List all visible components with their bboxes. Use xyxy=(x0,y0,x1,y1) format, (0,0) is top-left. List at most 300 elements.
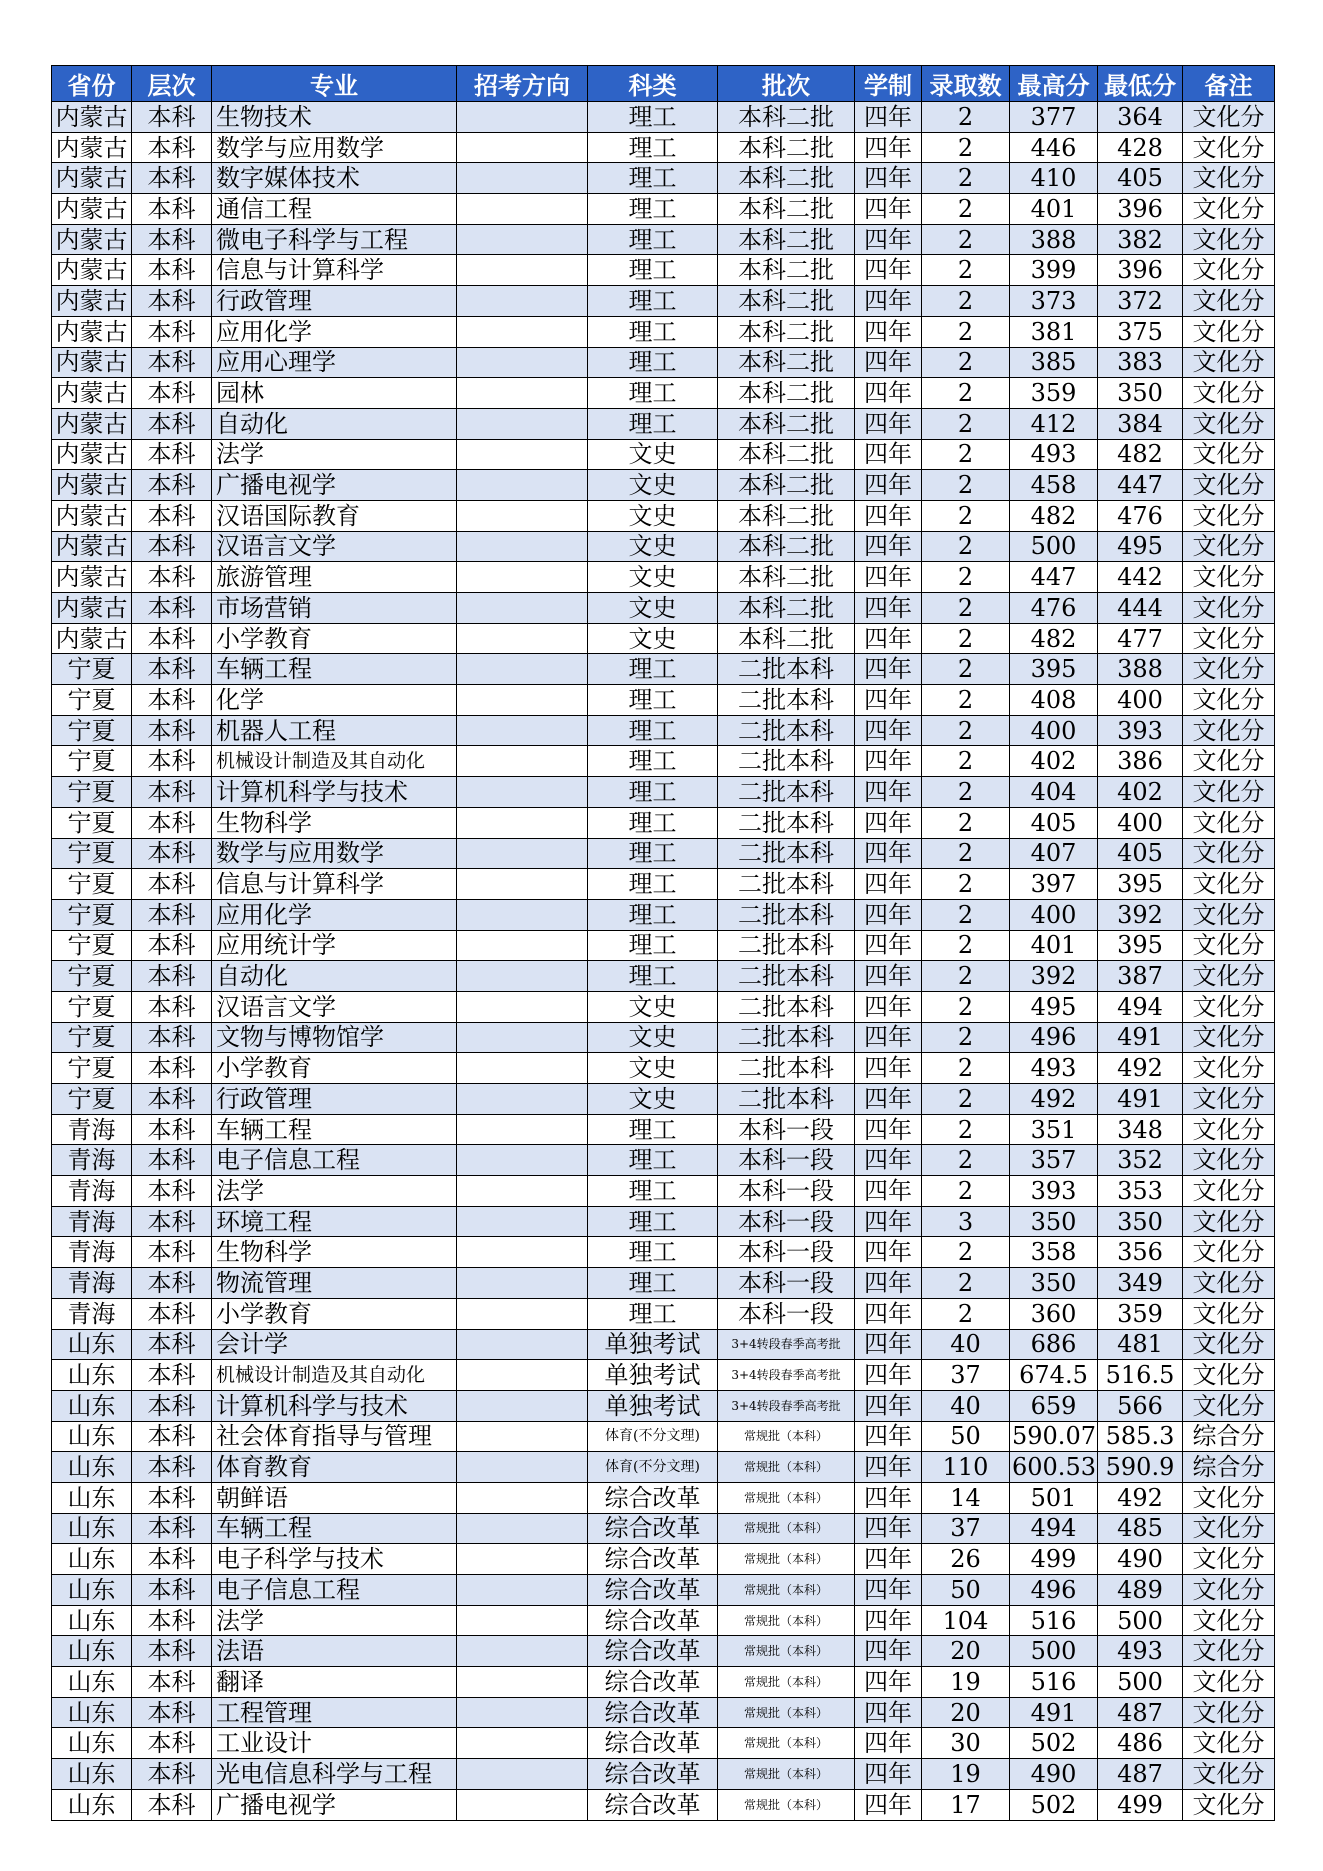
major-cell: 数字媒体技术 xyxy=(212,163,457,194)
category-cell: 综合改革 xyxy=(588,1482,718,1513)
admitted-cell: 20 xyxy=(922,1636,1010,1667)
category-cell: 综合改革 xyxy=(588,1667,718,1698)
admitted-cell: 2 xyxy=(922,378,1010,409)
province-cell: 青海 xyxy=(52,1298,132,1329)
table-row xyxy=(52,408,1275,439)
duration-cell: 四年 xyxy=(855,1789,922,1820)
max-score-cell: 495 xyxy=(1010,991,1098,1022)
min-score-cell: 372 xyxy=(1098,286,1183,317)
remark-cell: 文化分 xyxy=(1183,378,1275,409)
min-score-cell: 386 xyxy=(1098,746,1183,777)
batch-cell: 本科二批 xyxy=(718,255,855,286)
remark-cell: 文化分 xyxy=(1183,685,1275,716)
admitted-cell: 2 xyxy=(922,623,1010,654)
admitted-cell: 2 xyxy=(922,777,1010,808)
remark-cell: 文化分 xyxy=(1183,1084,1275,1115)
level-cell: 本科 xyxy=(132,777,212,808)
major-cell: 微电子科学与工程 xyxy=(212,224,457,255)
remark-cell: 文化分 xyxy=(1183,654,1275,685)
table-row xyxy=(52,102,1275,133)
table-row xyxy=(52,961,1275,992)
min-score-cell: 516.5 xyxy=(1098,1360,1183,1391)
major-cell: 行政管理 xyxy=(212,1084,457,1115)
duration-cell: 四年 xyxy=(855,194,922,225)
header-remark: 备注 xyxy=(1183,66,1275,102)
max-score-cell: 402 xyxy=(1010,746,1098,777)
table-row xyxy=(52,1728,1275,1759)
remark-cell: 文化分 xyxy=(1183,255,1275,286)
category-cell: 理工 xyxy=(588,132,718,163)
category-cell: 综合改革 xyxy=(588,1605,718,1636)
level-cell: 本科 xyxy=(132,1544,212,1575)
max-score-cell: 400 xyxy=(1010,715,1098,746)
batch-cell: 常规批（本科） xyxy=(718,1697,855,1728)
direction-cell xyxy=(457,1329,588,1360)
table-row xyxy=(52,531,1275,562)
duration-cell: 四年 xyxy=(855,623,922,654)
direction-cell xyxy=(457,102,588,133)
category-cell: 文史 xyxy=(588,531,718,562)
duration-cell: 四年 xyxy=(855,1237,922,1268)
category-cell: 理工 xyxy=(588,1114,718,1145)
batch-cell: 本科二批 xyxy=(718,194,855,225)
max-score-cell: 493 xyxy=(1010,439,1098,470)
direction-cell xyxy=(457,1298,588,1329)
level-cell: 本科 xyxy=(132,562,212,593)
duration-cell: 四年 xyxy=(855,838,922,869)
direction-cell xyxy=(457,715,588,746)
major-cell: 法学 xyxy=(212,1176,457,1207)
admitted-cell: 2 xyxy=(922,286,1010,317)
level-cell: 本科 xyxy=(132,163,212,194)
min-score-cell: 395 xyxy=(1098,869,1183,900)
batch-cell: 二批本科 xyxy=(718,930,855,961)
min-score-cell: 396 xyxy=(1098,255,1183,286)
batch-cell: 常规批（本科） xyxy=(718,1636,855,1667)
batch-cell: 常规批（本科） xyxy=(718,1728,855,1759)
admission-score-table xyxy=(51,65,1275,1821)
admitted-cell: 2 xyxy=(922,408,1010,439)
province-cell: 山东 xyxy=(52,1789,132,1820)
table-row xyxy=(52,746,1275,777)
duration-cell: 四年 xyxy=(855,930,922,961)
batch-cell: 本科二批 xyxy=(718,562,855,593)
province-cell: 宁夏 xyxy=(52,1084,132,1115)
remark-cell: 文化分 xyxy=(1183,961,1275,992)
direction-cell xyxy=(457,1237,588,1268)
duration-cell: 四年 xyxy=(855,439,922,470)
admitted-cell: 2 xyxy=(922,1268,1010,1299)
direction-cell xyxy=(457,1053,588,1084)
duration-cell: 四年 xyxy=(855,132,922,163)
duration-cell: 四年 xyxy=(855,1728,922,1759)
max-score-cell: 381 xyxy=(1010,316,1098,347)
batch-cell: 本科二批 xyxy=(718,593,855,624)
max-score-cell: 350 xyxy=(1010,1206,1098,1237)
category-cell: 文史 xyxy=(588,500,718,531)
remark-cell: 文化分 xyxy=(1183,439,1275,470)
province-cell: 山东 xyxy=(52,1329,132,1360)
direction-cell xyxy=(457,1759,588,1790)
admitted-cell: 2 xyxy=(922,685,1010,716)
direction-cell xyxy=(457,500,588,531)
direction-cell xyxy=(457,286,588,317)
max-score-cell: 494 xyxy=(1010,1513,1098,1544)
admitted-cell: 17 xyxy=(922,1789,1010,1820)
level-cell: 本科 xyxy=(132,1268,212,1299)
admitted-cell: 2 xyxy=(922,899,1010,930)
max-score-cell: 404 xyxy=(1010,777,1098,808)
direction-cell xyxy=(457,1575,588,1606)
province-cell: 山东 xyxy=(52,1360,132,1391)
min-score-cell: 486 xyxy=(1098,1728,1183,1759)
level-cell: 本科 xyxy=(132,224,212,255)
min-score-cell: 485 xyxy=(1098,1513,1183,1544)
max-score-cell: 493 xyxy=(1010,1053,1098,1084)
province-cell: 内蒙古 xyxy=(52,132,132,163)
batch-cell: 常规批（本科） xyxy=(718,1789,855,1820)
min-score-cell: 383 xyxy=(1098,347,1183,378)
province-cell: 宁夏 xyxy=(52,746,132,777)
remark-cell: 文化分 xyxy=(1183,1544,1275,1575)
table-row xyxy=(52,1237,1275,1268)
admitted-cell: 37 xyxy=(922,1360,1010,1391)
batch-cell: 二批本科 xyxy=(718,1053,855,1084)
major-cell: 计算机科学与技术 xyxy=(212,777,457,808)
direction-cell xyxy=(457,378,588,409)
max-score-cell: 357 xyxy=(1010,1145,1098,1176)
major-cell: 法语 xyxy=(212,1636,457,1667)
province-cell: 青海 xyxy=(52,1206,132,1237)
direction-cell xyxy=(457,991,588,1022)
batch-cell: 本科一段 xyxy=(718,1114,855,1145)
major-cell: 小学教育 xyxy=(212,623,457,654)
category-cell: 文史 xyxy=(588,562,718,593)
category-cell: 理工 xyxy=(588,286,718,317)
table-row xyxy=(52,1636,1275,1667)
province-cell: 山东 xyxy=(52,1759,132,1790)
admitted-cell: 20 xyxy=(922,1697,1010,1728)
min-score-cell: 492 xyxy=(1098,1482,1183,1513)
remark-cell: 文化分 xyxy=(1183,1053,1275,1084)
max-score-cell: 499 xyxy=(1010,1544,1098,1575)
duration-cell: 四年 xyxy=(855,1084,922,1115)
batch-cell: 3+4转段春季高考批 xyxy=(718,1360,855,1391)
max-score-cell: 407 xyxy=(1010,838,1098,869)
level-cell: 本科 xyxy=(132,1789,212,1820)
batch-cell: 二批本科 xyxy=(718,715,855,746)
province-cell: 宁夏 xyxy=(52,930,132,961)
batch-cell: 本科二批 xyxy=(718,408,855,439)
table-row xyxy=(52,807,1275,838)
min-score-cell: 487 xyxy=(1098,1697,1183,1728)
max-score-cell: 600.53 xyxy=(1010,1452,1098,1483)
level-cell: 本科 xyxy=(132,378,212,409)
category-cell: 理工 xyxy=(588,685,718,716)
remark-cell: 文化分 xyxy=(1183,1636,1275,1667)
table-row xyxy=(52,1482,1275,1513)
remark-cell: 文化分 xyxy=(1183,408,1275,439)
batch-cell: 本科二批 xyxy=(718,132,855,163)
remark-cell: 文化分 xyxy=(1183,715,1275,746)
max-score-cell: 377 xyxy=(1010,102,1098,133)
remark-cell: 文化分 xyxy=(1183,1237,1275,1268)
major-cell: 电子信息工程 xyxy=(212,1575,457,1606)
direction-cell xyxy=(457,562,588,593)
province-cell: 青海 xyxy=(52,1237,132,1268)
duration-cell: 四年 xyxy=(855,807,922,838)
header-major: 专业 xyxy=(212,66,457,102)
remark-cell: 文化分 xyxy=(1183,1697,1275,1728)
direction-cell xyxy=(457,777,588,808)
province-cell: 青海 xyxy=(52,1114,132,1145)
level-cell: 本科 xyxy=(132,593,212,624)
province-cell: 宁夏 xyxy=(52,899,132,930)
province-cell: 宁夏 xyxy=(52,838,132,869)
admitted-cell: 3 xyxy=(922,1206,1010,1237)
header-province: 省份 xyxy=(52,66,132,102)
category-cell: 理工 xyxy=(588,316,718,347)
admitted-cell: 2 xyxy=(922,807,1010,838)
batch-cell: 本科二批 xyxy=(718,531,855,562)
remark-cell: 文化分 xyxy=(1183,500,1275,531)
min-score-cell: 428 xyxy=(1098,132,1183,163)
level-cell: 本科 xyxy=(132,961,212,992)
duration-cell: 四年 xyxy=(855,1513,922,1544)
min-score-cell: 447 xyxy=(1098,470,1183,501)
province-cell: 宁夏 xyxy=(52,1053,132,1084)
province-cell: 山东 xyxy=(52,1452,132,1483)
max-score-cell: 516 xyxy=(1010,1605,1098,1636)
major-cell: 车辆工程 xyxy=(212,1513,457,1544)
category-cell: 理工 xyxy=(588,1237,718,1268)
category-cell: 理工 xyxy=(588,194,718,225)
admitted-cell: 50 xyxy=(922,1575,1010,1606)
major-cell: 会计学 xyxy=(212,1329,457,1360)
admitted-cell: 2 xyxy=(922,1053,1010,1084)
table-row xyxy=(52,1176,1275,1207)
major-cell: 市场营销 xyxy=(212,593,457,624)
batch-cell: 二批本科 xyxy=(718,654,855,685)
duration-cell: 四年 xyxy=(855,1759,922,1790)
category-cell: 理工 xyxy=(588,408,718,439)
remark-cell: 文化分 xyxy=(1183,1667,1275,1698)
admitted-cell: 2 xyxy=(922,347,1010,378)
max-score-cell: 397 xyxy=(1010,869,1098,900)
min-score-cell: 585.3 xyxy=(1098,1421,1183,1452)
batch-cell: 本科一段 xyxy=(718,1298,855,1329)
province-cell: 内蒙古 xyxy=(52,194,132,225)
category-cell: 理工 xyxy=(588,807,718,838)
max-score-cell: 400 xyxy=(1010,899,1098,930)
max-score-cell: 393 xyxy=(1010,1176,1098,1207)
min-score-cell: 476 xyxy=(1098,500,1183,531)
header-admitted: 录取数 xyxy=(922,66,1010,102)
major-cell: 信息与计算科学 xyxy=(212,255,457,286)
major-cell: 汉语言文学 xyxy=(212,531,457,562)
min-score-cell: 487 xyxy=(1098,1759,1183,1790)
max-score-cell: 373 xyxy=(1010,286,1098,317)
major-cell: 车辆工程 xyxy=(212,1114,457,1145)
max-score-cell: 476 xyxy=(1010,593,1098,624)
admitted-cell: 110 xyxy=(922,1452,1010,1483)
category-cell: 理工 xyxy=(588,1206,718,1237)
batch-cell: 本科二批 xyxy=(718,224,855,255)
table-row xyxy=(52,163,1275,194)
category-cell: 理工 xyxy=(588,715,718,746)
max-score-cell: 502 xyxy=(1010,1728,1098,1759)
max-score-cell: 482 xyxy=(1010,500,1098,531)
remark-cell: 文化分 xyxy=(1183,777,1275,808)
level-cell: 本科 xyxy=(132,1759,212,1790)
major-cell: 文物与博物馆学 xyxy=(212,1022,457,1053)
min-score-cell: 387 xyxy=(1098,961,1183,992)
major-cell: 行政管理 xyxy=(212,286,457,317)
duration-cell: 四年 xyxy=(855,1053,922,1084)
max-score-cell: 359 xyxy=(1010,378,1098,409)
province-cell: 山东 xyxy=(52,1513,132,1544)
category-cell: 理工 xyxy=(588,961,718,992)
level-cell: 本科 xyxy=(132,470,212,501)
province-cell: 山东 xyxy=(52,1636,132,1667)
major-cell: 数学与应用数学 xyxy=(212,132,457,163)
major-cell: 广播电视学 xyxy=(212,470,457,501)
min-score-cell: 405 xyxy=(1098,838,1183,869)
admitted-cell: 2 xyxy=(922,224,1010,255)
table-row xyxy=(52,1759,1275,1790)
header-batch: 批次 xyxy=(718,66,855,102)
remark-cell: 文化分 xyxy=(1183,1575,1275,1606)
category-cell: 综合改革 xyxy=(588,1513,718,1544)
major-cell: 环境工程 xyxy=(212,1206,457,1237)
category-cell: 单独考试 xyxy=(588,1360,718,1391)
province-cell: 宁夏 xyxy=(52,869,132,900)
duration-cell: 四年 xyxy=(855,899,922,930)
table-row xyxy=(52,224,1275,255)
category-cell: 理工 xyxy=(588,899,718,930)
province-cell: 山东 xyxy=(52,1482,132,1513)
batch-cell: 本科二批 xyxy=(718,470,855,501)
table-row xyxy=(52,1114,1275,1145)
remark-cell: 文化分 xyxy=(1183,991,1275,1022)
direction-cell xyxy=(457,255,588,286)
major-cell: 车辆工程 xyxy=(212,654,457,685)
direction-cell xyxy=(457,1390,588,1421)
min-score-cell: 395 xyxy=(1098,930,1183,961)
duration-cell: 四年 xyxy=(855,1360,922,1391)
major-cell: 信息与计算科学 xyxy=(212,869,457,900)
admitted-cell: 2 xyxy=(922,838,1010,869)
major-cell: 自动化 xyxy=(212,408,457,439)
province-cell: 山东 xyxy=(52,1421,132,1452)
province-cell: 宁夏 xyxy=(52,991,132,1022)
duration-cell: 四年 xyxy=(855,1575,922,1606)
category-cell: 综合改革 xyxy=(588,1789,718,1820)
province-cell: 山东 xyxy=(52,1605,132,1636)
max-score-cell: 358 xyxy=(1010,1237,1098,1268)
category-cell: 体育(不分文理) xyxy=(588,1452,718,1483)
level-cell: 本科 xyxy=(132,654,212,685)
duration-cell: 四年 xyxy=(855,1452,922,1483)
duration-cell: 四年 xyxy=(855,1390,922,1421)
major-cell: 翻译 xyxy=(212,1667,457,1698)
table-row xyxy=(52,439,1275,470)
category-cell: 文史 xyxy=(588,623,718,654)
direction-cell xyxy=(457,531,588,562)
max-score-cell: 446 xyxy=(1010,132,1098,163)
duration-cell: 四年 xyxy=(855,1298,922,1329)
remark-cell: 文化分 xyxy=(1183,746,1275,777)
batch-cell: 常规批（本科） xyxy=(718,1421,855,1452)
remark-cell: 文化分 xyxy=(1183,1728,1275,1759)
province-cell: 山东 xyxy=(52,1728,132,1759)
category-cell: 理工 xyxy=(588,1176,718,1207)
min-score-cell: 442 xyxy=(1098,562,1183,593)
table-row xyxy=(52,1513,1275,1544)
direction-cell xyxy=(457,194,588,225)
duration-cell: 四年 xyxy=(855,1329,922,1360)
remark-cell: 文化分 xyxy=(1183,1206,1275,1237)
admitted-cell: 2 xyxy=(922,715,1010,746)
batch-cell: 3+4转段春季高考批 xyxy=(718,1329,855,1360)
category-cell: 理工 xyxy=(588,1145,718,1176)
major-cell: 小学教育 xyxy=(212,1053,457,1084)
province-cell: 宁夏 xyxy=(52,961,132,992)
direction-cell xyxy=(457,1728,588,1759)
max-score-cell: 491 xyxy=(1010,1697,1098,1728)
batch-cell: 本科一段 xyxy=(718,1145,855,1176)
batch-cell: 常规批（本科） xyxy=(718,1513,855,1544)
max-score-cell: 350 xyxy=(1010,1268,1098,1299)
admitted-cell: 2 xyxy=(922,991,1010,1022)
direction-cell xyxy=(457,1636,588,1667)
min-score-cell: 494 xyxy=(1098,991,1183,1022)
max-score-cell: 385 xyxy=(1010,347,1098,378)
min-score-cell: 392 xyxy=(1098,899,1183,930)
admitted-cell: 2 xyxy=(922,439,1010,470)
province-cell: 内蒙古 xyxy=(52,316,132,347)
level-cell: 本科 xyxy=(132,1697,212,1728)
province-cell: 宁夏 xyxy=(52,807,132,838)
min-score-cell: 400 xyxy=(1098,807,1183,838)
province-cell: 内蒙古 xyxy=(52,439,132,470)
province-cell: 内蒙古 xyxy=(52,623,132,654)
min-score-cell: 388 xyxy=(1098,654,1183,685)
admitted-cell: 2 xyxy=(922,654,1010,685)
admitted-cell: 2 xyxy=(922,132,1010,163)
max-score-cell: 401 xyxy=(1010,930,1098,961)
category-cell: 理工 xyxy=(588,347,718,378)
province-cell: 青海 xyxy=(52,1145,132,1176)
max-score-cell: 674.5 xyxy=(1010,1360,1098,1391)
duration-cell: 四年 xyxy=(855,224,922,255)
major-cell: 生物技术 xyxy=(212,102,457,133)
category-cell: 理工 xyxy=(588,777,718,808)
batch-cell: 二批本科 xyxy=(718,807,855,838)
max-score-cell: 590.07 xyxy=(1010,1421,1098,1452)
admitted-cell: 37 xyxy=(922,1513,1010,1544)
admitted-cell: 2 xyxy=(922,163,1010,194)
category-cell: 理工 xyxy=(588,654,718,685)
max-score-cell: 399 xyxy=(1010,255,1098,286)
table-row xyxy=(52,1452,1275,1483)
province-cell: 宁夏 xyxy=(52,1022,132,1053)
direction-cell xyxy=(457,1206,588,1237)
table-row xyxy=(52,1053,1275,1084)
min-score-cell: 350 xyxy=(1098,1206,1183,1237)
major-cell: 应用心理学 xyxy=(212,347,457,378)
batch-cell: 本科二批 xyxy=(718,102,855,133)
